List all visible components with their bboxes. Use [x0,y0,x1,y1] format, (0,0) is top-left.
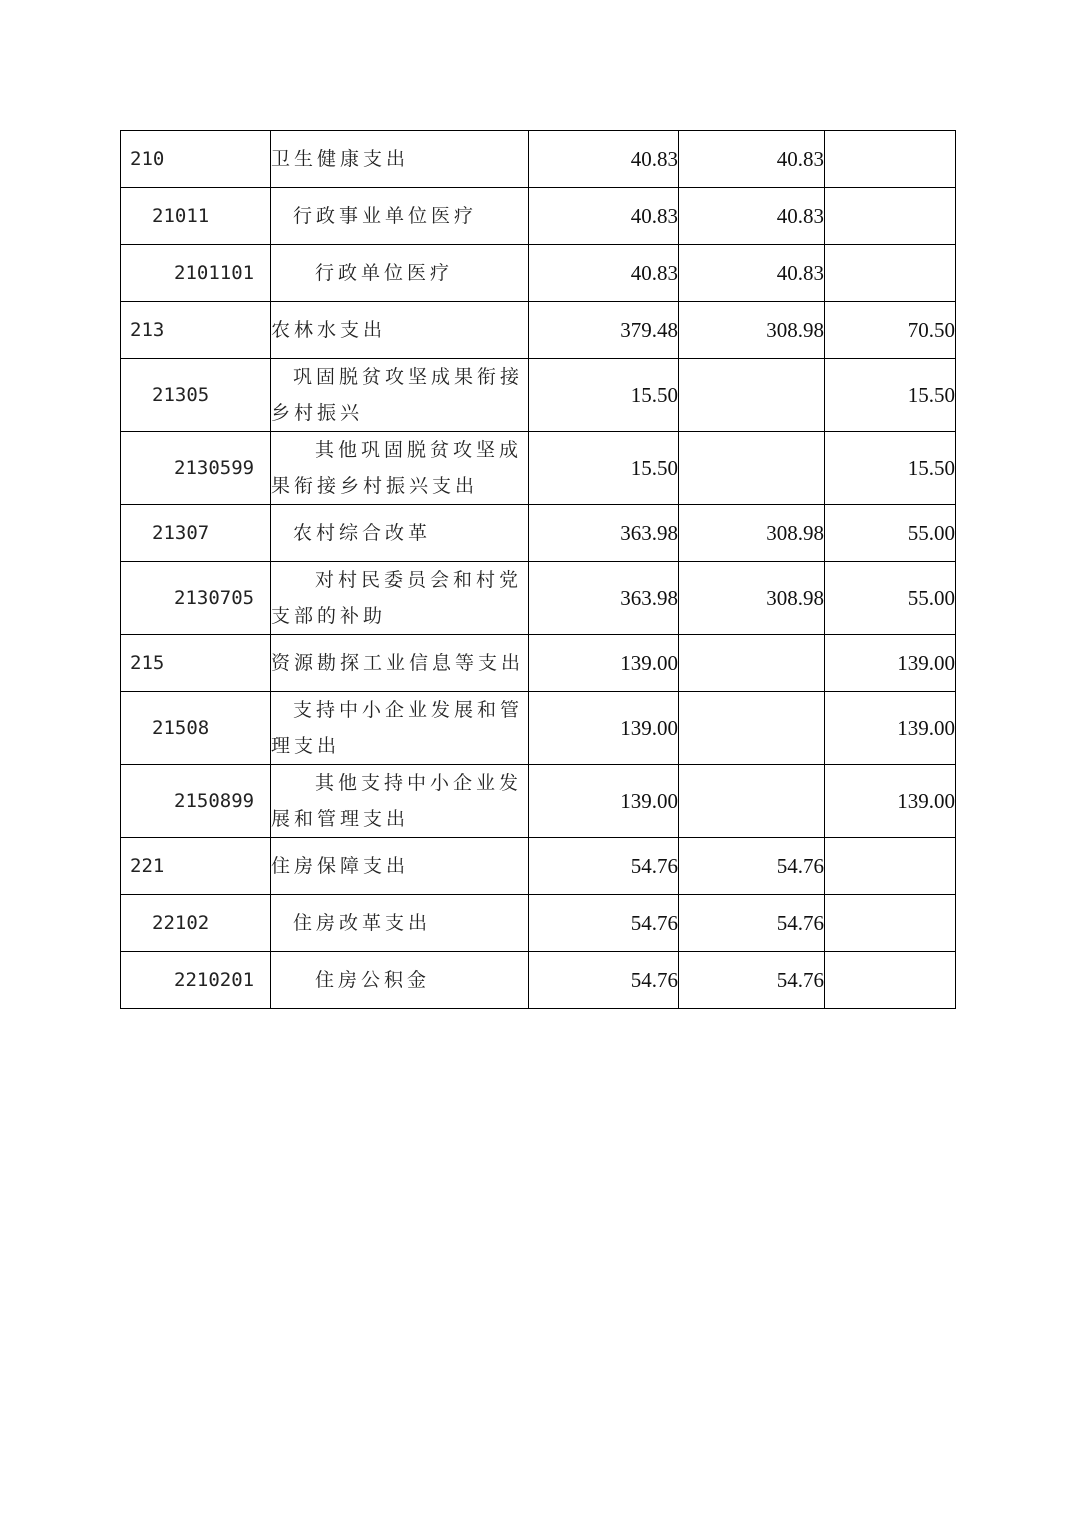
basic-expenditure-cell: 308.98 [679,562,825,635]
subject-code-cell: 210 [121,131,271,188]
basic-expenditure-cell [679,432,825,505]
project-expenditure-cell: 70.50 [825,302,956,359]
subject-code-cell: 221 [121,838,271,895]
basic-expenditure-cell [679,359,825,432]
project-expenditure-cell: 15.50 [825,359,956,432]
project-expenditure-cell [825,131,956,188]
table-row [121,302,956,359]
subject-code-cell: 22102 [121,895,271,952]
subject-name-cell: 住房改革支出 [271,895,529,952]
basic-expenditure-cell [679,635,825,692]
subject-code-cell: 215 [121,635,271,692]
project-expenditure-cell: 15.50 [825,432,956,505]
table-row [121,765,956,838]
subject-code-cell: 2210201 [121,952,271,1009]
subject-code-cell: 21011 [121,188,271,245]
basic-expenditure-cell: 40.83 [679,245,825,302]
project-expenditure-cell [825,952,956,1009]
table-row [121,432,956,505]
table-row [121,131,956,188]
budget-expenditure-table [120,130,956,1009]
project-expenditure-cell: 139.00 [825,692,956,765]
total-amount-cell: 54.76 [529,838,679,895]
subject-code-cell: 213 [121,302,271,359]
total-amount-cell: 40.83 [529,188,679,245]
table-row [121,359,956,432]
subject-name-cell: 其他支持中小企业发展和管理支出 [271,765,529,838]
total-amount-cell: 379.48 [529,302,679,359]
subject-code-cell: 21508 [121,692,271,765]
total-amount-cell: 139.00 [529,692,679,765]
subject-name-cell: 住房公积金 [271,952,529,1009]
project-expenditure-cell: 139.00 [825,635,956,692]
subject-code-cell: 2130599 [121,432,271,505]
subject-name-cell: 支持中小企业发展和管理支出 [271,692,529,765]
total-amount-cell: 139.00 [529,765,679,838]
total-amount-cell: 15.50 [529,359,679,432]
basic-expenditure-cell [679,765,825,838]
subject-name-cell: 住房保障支出 [271,838,529,895]
basic-expenditure-cell: 54.76 [679,895,825,952]
total-amount-cell: 363.98 [529,505,679,562]
subject-name-cell: 对村民委员会和村党支部的补助 [271,562,529,635]
subject-code-cell: 21307 [121,505,271,562]
total-amount-cell: 40.83 [529,245,679,302]
subject-name-cell: 农村综合改革 [271,505,529,562]
project-expenditure-cell [825,245,956,302]
subject-name-cell: 卫生健康支出 [271,131,529,188]
total-amount-cell: 363.98 [529,562,679,635]
table-row [121,692,956,765]
total-amount-cell: 15.50 [529,432,679,505]
table-row [121,635,956,692]
basic-expenditure-cell: 54.76 [679,952,825,1009]
table-row [121,838,956,895]
subject-name-cell: 资源勘探工业信息等支出 [271,635,529,692]
table-row [121,952,956,1009]
table-row [121,188,956,245]
project-expenditure-cell: 139.00 [825,765,956,838]
basic-expenditure-cell: 308.98 [679,505,825,562]
subject-name-cell: 其他巩固脱贫攻坚成果衔接乡村振兴支出 [271,432,529,505]
table-row [121,562,956,635]
project-expenditure-cell [825,838,956,895]
project-expenditure-cell [825,895,956,952]
total-amount-cell: 54.76 [529,952,679,1009]
subject-name-cell: 农林水支出 [271,302,529,359]
subject-code-cell: 2150899 [121,765,271,838]
subject-code-cell: 21305 [121,359,271,432]
table-row [121,895,956,952]
total-amount-cell: 40.83 [529,131,679,188]
basic-expenditure-cell: 40.83 [679,131,825,188]
basic-expenditure-cell: 54.76 [679,838,825,895]
subject-code-cell: 2130705 [121,562,271,635]
basic-expenditure-cell: 308.98 [679,302,825,359]
subject-name-cell: 巩固脱贫攻坚成果衔接乡村振兴 [271,359,529,432]
table-row [121,505,956,562]
total-amount-cell: 54.76 [529,895,679,952]
project-expenditure-cell: 55.00 [825,562,956,635]
basic-expenditure-cell: 40.83 [679,188,825,245]
project-expenditure-cell [825,188,956,245]
basic-expenditure-cell [679,692,825,765]
subject-name-cell: 行政事业单位医疗 [271,188,529,245]
table-row [121,245,956,302]
subject-name-cell: 行政单位医疗 [271,245,529,302]
total-amount-cell: 139.00 [529,635,679,692]
subject-code-cell: 2101101 [121,245,271,302]
project-expenditure-cell: 55.00 [825,505,956,562]
